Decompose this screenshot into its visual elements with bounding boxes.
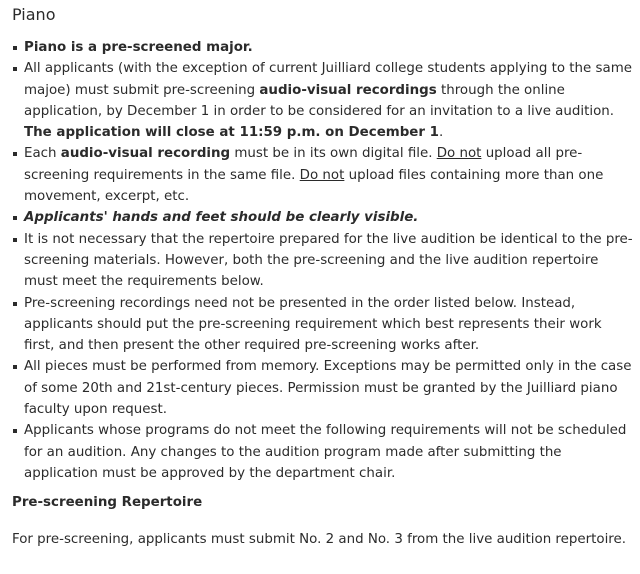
requirement-text-segment: Piano is a pre-screened major. [24,40,253,55]
requirement-text-segment: through the online application, by December 1 in order to be considered for an invitation to a live audition. [24,82,615,119]
requirement-text-segment: audio-visual recording [60,146,231,162]
requirement-text-segment: upload files containing more than one movement, excerpt, etc. [24,167,604,205]
requirement-text-segment: upload all pre-screening requirements in the same file. [24,146,583,183]
requirement-item [12,58,634,143]
requirement-item [12,293,634,357]
requirement-text-segment: audio-visual recordings [259,82,437,98]
square-bullet-icon [13,46,17,50]
square-bullet-icon [13,216,17,220]
requirement-text-segment: Applicants' hands and feet should be clearly visible. [24,210,419,226]
requirement-text-segment: It is not necessary that the repertoire prepared for the live audition be identical to the pre-screening materials. However, both the pre-screening and the live audition repertoire must meet the requirements below. [24,231,633,290]
requirement-item [12,356,634,420]
requirement-text-segment: All applicants (with the exception of current Juilliard college students applying to the same majoe) must submit pre-screening [24,61,632,98]
requirement-item [12,143,634,207]
requirement-text-segment: Do not [436,146,482,162]
section-title: Piano [12,5,56,24]
requirement-text-segment: Each [24,146,61,162]
square-bullet-icon [13,67,17,71]
square-bullet-icon [13,302,17,306]
square-bullet-icon [13,238,17,242]
requirement-item [12,420,634,484]
requirement-text-segment: Do not [299,167,345,183]
requirement-text-segment: must be in its own digital file. [230,146,437,162]
pre-screening-note: For pre-screening, applicants must submit No. 2 and No. 3 from the live audition repertoire. [12,531,626,547]
requirement-text-segment: Pre-screening recordings need not be presented in the order listed below. Instead, applicants should put the pre-screening requirement which best represents their work first, and then present the other required pre-screening works after. [24,295,602,354]
requirement-text-segment: The application will close at 11:59 p.m. on December 1 [24,125,439,141]
pre-screening-repertoire-heading: Pre-screening Repertoire [12,495,203,511]
requirement-text-segment: Applicants whose programs do not meet the following requirements will not be scheduled for an audition. Any changes to the audition program made after submitting the application must be approved by the department chair. [24,423,627,481]
square-bullet-icon [13,152,17,156]
requirement-item [12,37,634,58]
requirement-text-segment: All pieces must be performed from memory. Exceptions may be permitted only in the case of some 20th and 21st-century pieces. Permission must be granted by the Juilliard piano faculty upon request. [24,359,632,418]
requirements-list [12,37,634,484]
square-bullet-icon [13,429,17,433]
requirement-text-segment: . [438,125,444,141]
requirement-item [12,229,634,293]
requirement-item [12,207,634,228]
square-bullet-icon [13,365,17,369]
